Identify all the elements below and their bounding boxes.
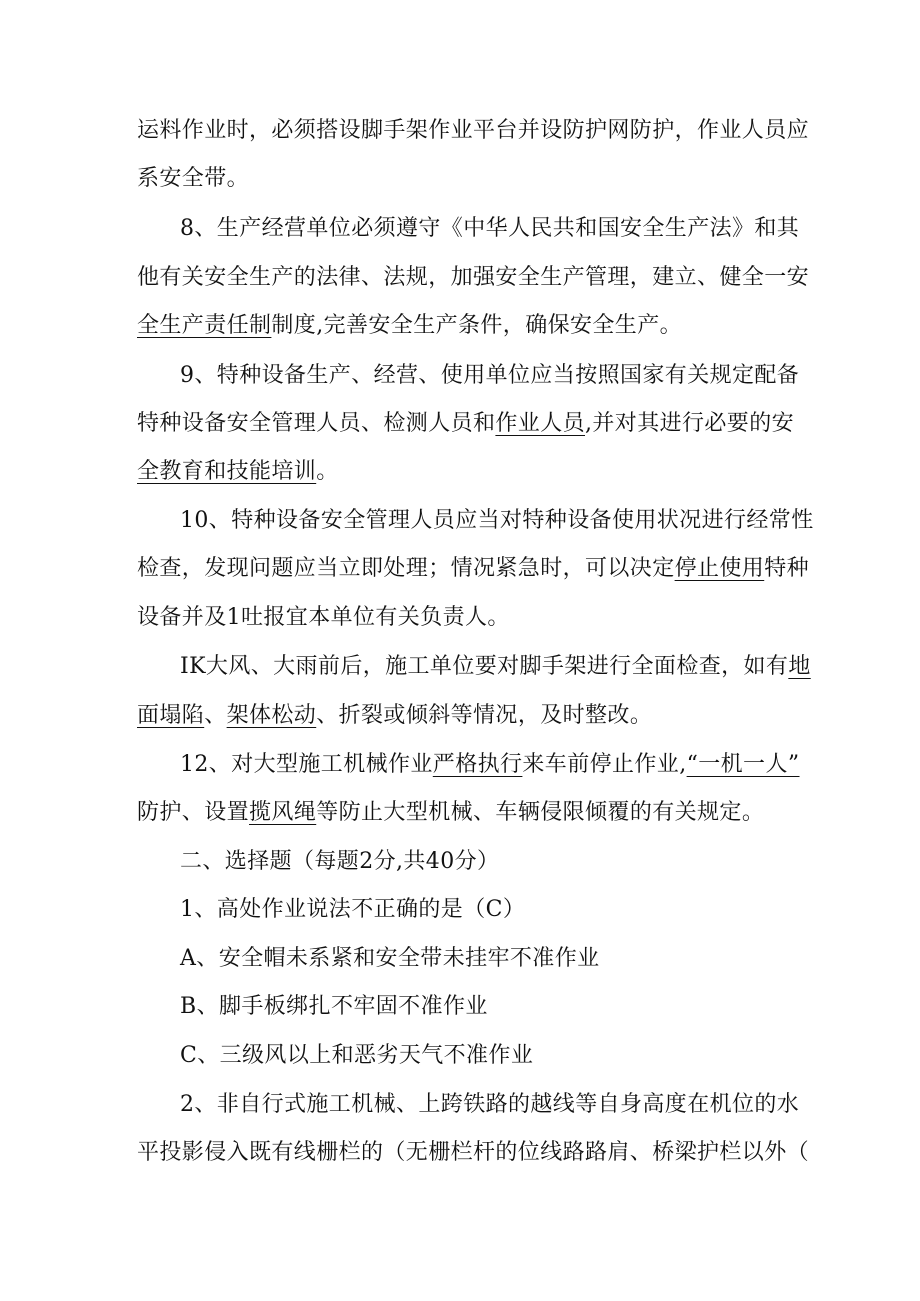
underlined-term: 架体松动 xyxy=(226,703,317,728)
underlined-term: 全生产责任制 xyxy=(137,313,272,338)
option-b: B、脚手板绑扎不牢固不准作业 xyxy=(180,994,488,1019)
text-line: 防护、设置揽风绳等防止大型机械、车辆侵限倾覆的有关规定。 xyxy=(137,800,765,825)
text-line: 12、对大型施工机械作业严格执行来车前停止作业,“一机一人” xyxy=(180,752,800,777)
text-line: 设备并及1吐报宜本单位有关负责人。 xyxy=(137,605,510,630)
text-line: 运料作业时，必须搭设脚手架作业平台并设防护网防护，作业人员应 xyxy=(137,118,810,143)
text-line: IK大风、大雨前后，施工单位要对脚手架进行全面检查，如有地 xyxy=(180,654,811,679)
text-line: 他有关安全生产的法律、法规，加强安全生产管理，建立、健全一安 xyxy=(137,265,810,290)
question-text: 2、非自行式施工机械、上跨铁路的越线等自身高度在机位的水 xyxy=(180,1092,800,1117)
question-text: 1、高处作业说法不正确的是（C） xyxy=(180,897,526,922)
text-line: 面塌陷、架体松动、折裂或倾斜等情况，及时整改。 xyxy=(137,703,653,728)
text-line: 全生产责任制制度,完善安全生产条件，确保安全生产。 xyxy=(137,313,683,338)
option-a: A、安全帽未系紧和安全带未挂牢不准作业 xyxy=(180,946,600,971)
text-line: 平投影侵入既有线栅栏的（无栅栏杆的位线路路肩、桥梁护栏以外（ xyxy=(137,1140,810,1165)
text-line: 特种设备安全管理人员、检测人员和作业人员,并对其进行必要的安 xyxy=(137,411,795,436)
text-line: 检查，发现问题应当立即处理；情况紧急时，可以决定停止使用特种 xyxy=(137,556,810,581)
underlined-term: 作业人员 xyxy=(495,411,586,436)
underlined-term: 地 xyxy=(788,654,811,679)
text-line: 9、特种设备生产、经营、使用单位应当按照国家有关规定配备 xyxy=(180,363,800,388)
text-line: 系安全带。 xyxy=(137,166,250,191)
section-heading: 二、选择题（每题2分,共40分） xyxy=(180,849,500,874)
option-c: C、三级风以上和恶劣天气不准作业 xyxy=(180,1043,534,1068)
text-line: 10、特种设备安全管理人员应当对特种设备使用状况进行经常性 xyxy=(180,508,814,533)
text-line: 8、生产经营单位必须遵守《中华人民共和国安全生产法》和其 xyxy=(180,216,800,241)
underlined-term: 全教育和技能培训 xyxy=(137,459,317,484)
text-line: 全教育和技能培训。 xyxy=(137,459,339,484)
underlined-term: 揽风绳 xyxy=(249,800,317,825)
underlined-term: 停止使用 xyxy=(674,556,765,581)
underlined-term: 严格执行 xyxy=(432,752,523,777)
underlined-term: 面塌陷 xyxy=(137,703,205,728)
underlined-term: “一机一人” xyxy=(686,752,800,777)
